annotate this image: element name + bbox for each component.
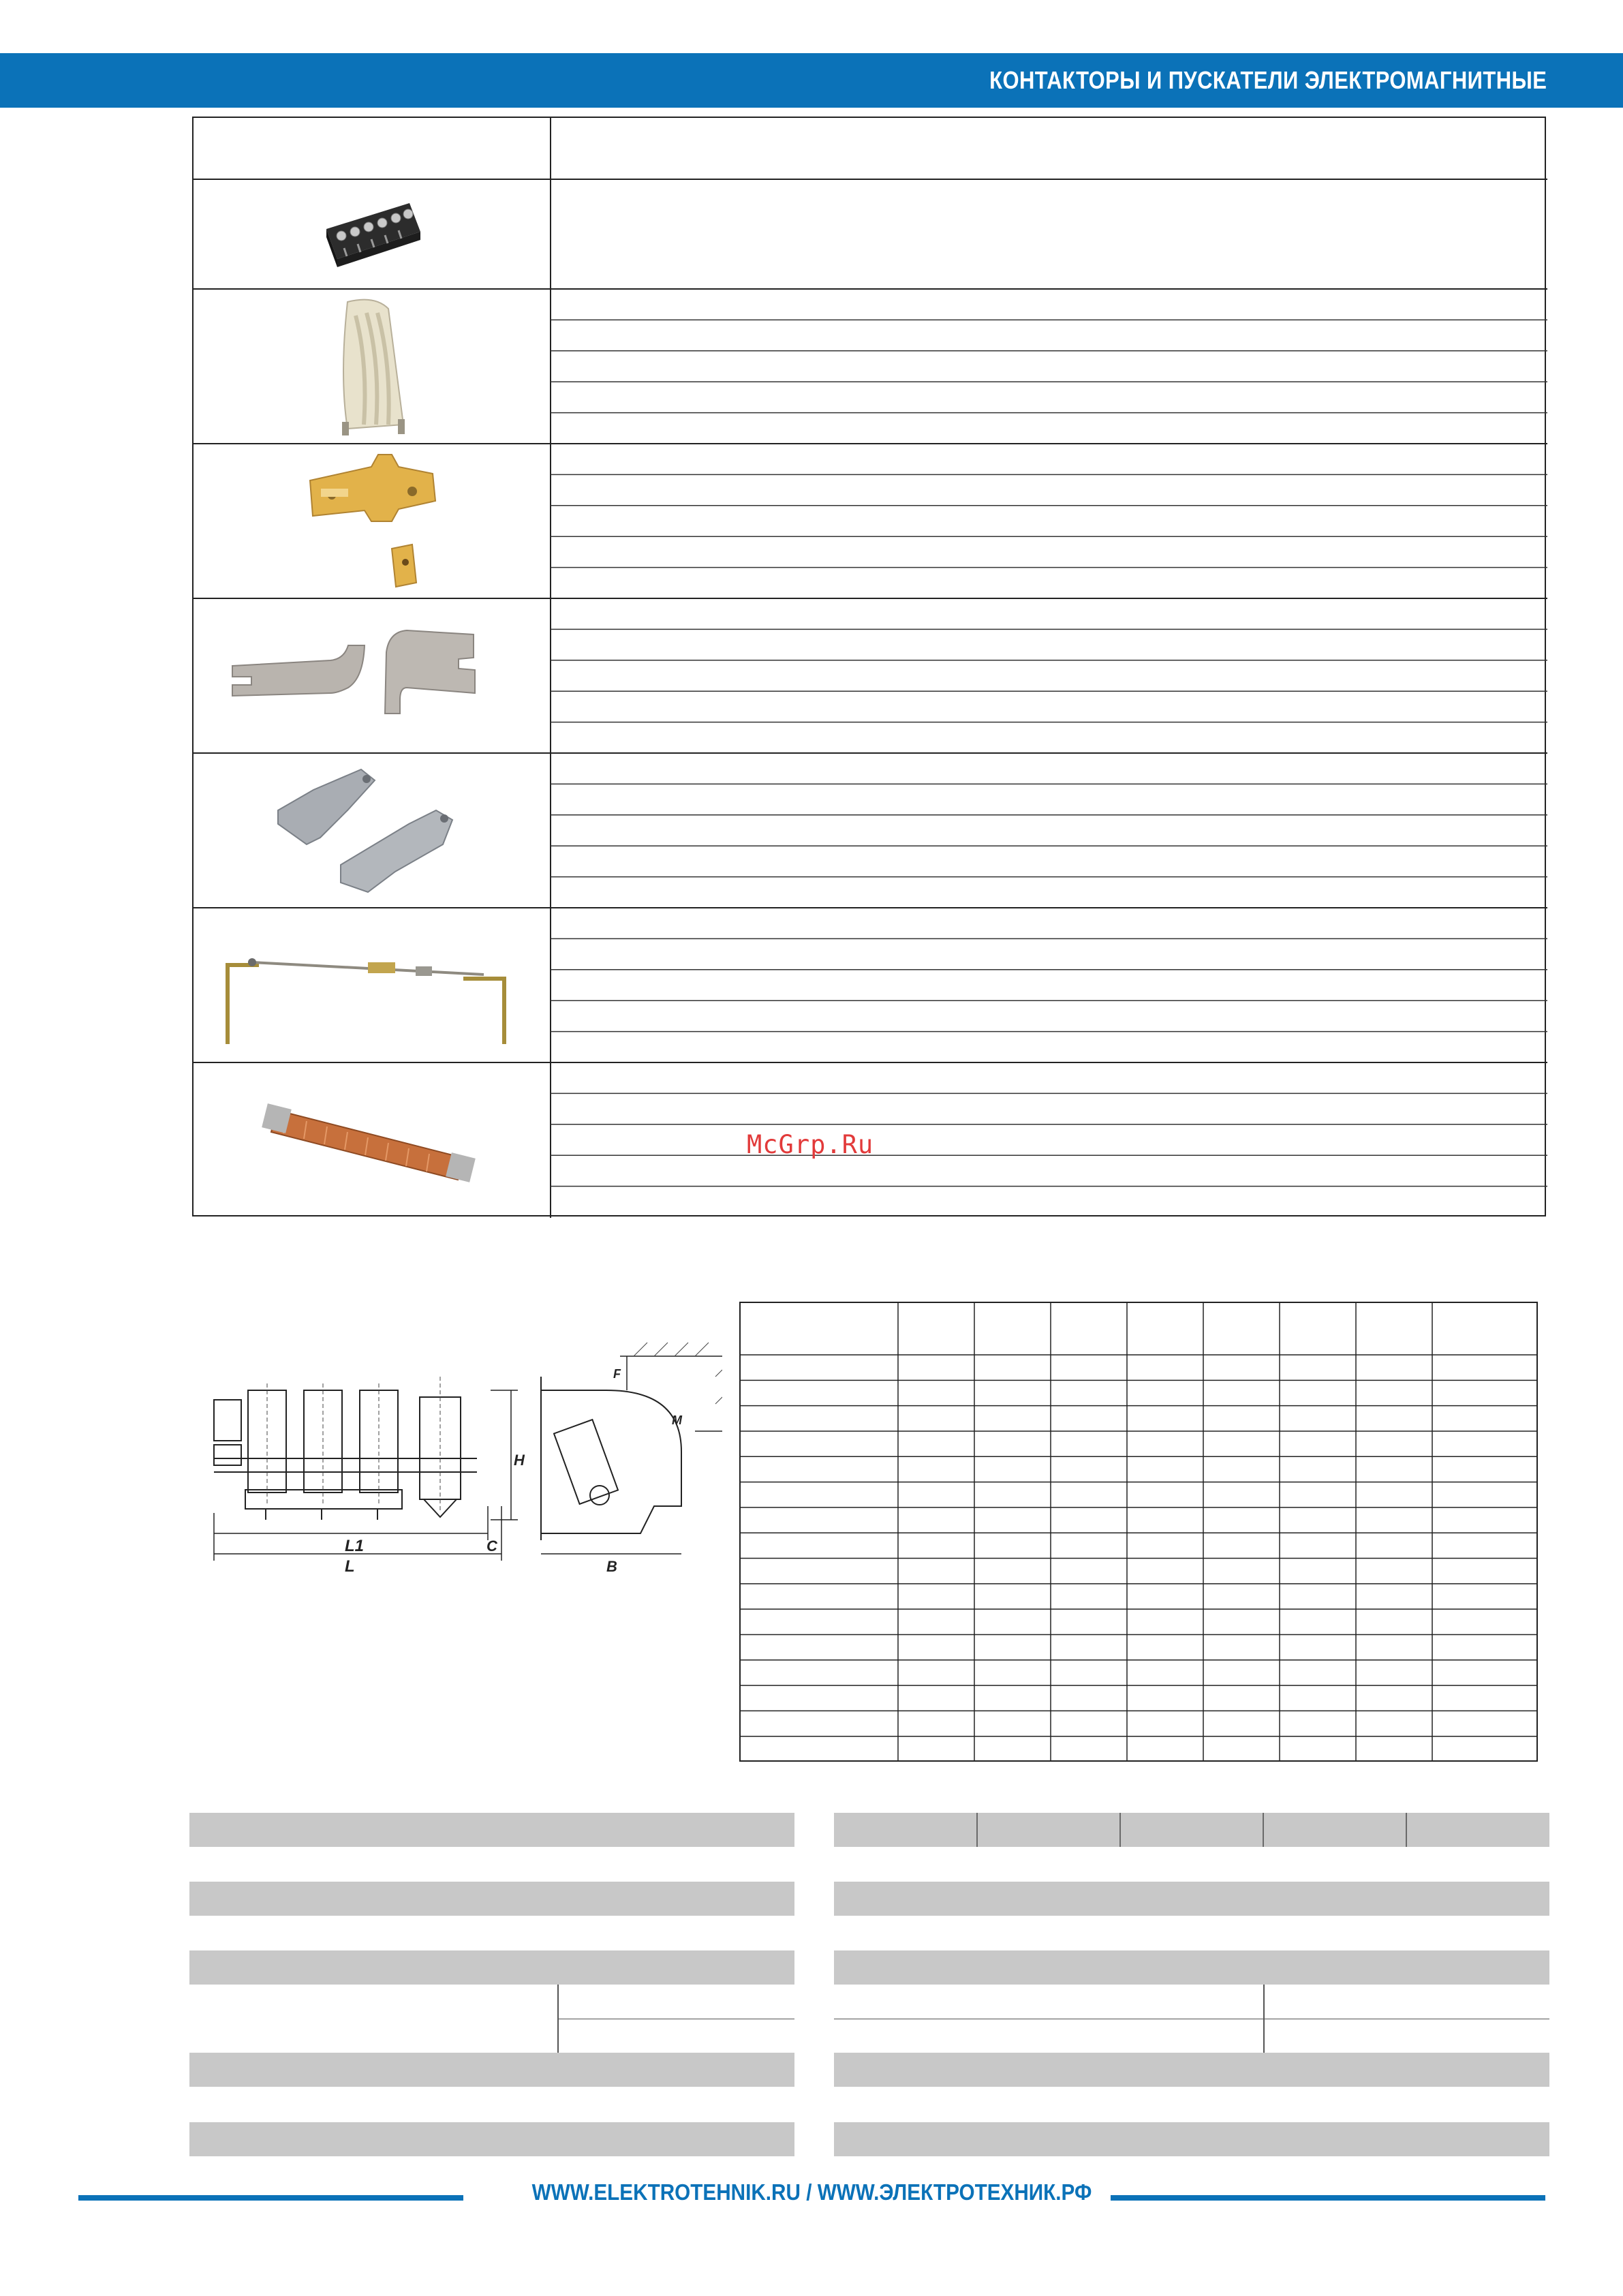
braided-copper-strap-icon [259,1092,484,1188]
watermark-text: McGrp.Ru [747,1130,874,1159]
footer-website-links[interactable] [0,2179,1623,2205]
parts-table [192,117,1546,1216]
dimension-label-h: H [514,1452,525,1469]
dimension-label-f: F [613,1367,621,1381]
footer-website-text[interactable]: WWW.ELEKTROTEHNIK.RU / WWW.ЭЛЕКТРОТЕХНИК.РФ [531,2179,1092,2205]
part-photo-terminal-block [194,181,549,288]
band-right-2 [834,1882,1549,1916]
mounting-brackets-icon [273,763,470,899]
dimension-label-b: B [606,1558,617,1575]
arc-chute-icon [327,295,416,438]
band-right-1-dividers [834,1813,1549,1847]
terminal-block-icon [317,194,426,275]
band-left-3 [189,1950,794,1985]
band-left-2 [189,1882,794,1916]
page-title: КОНТАКТОРЫ И ПУСКАТЕЛИ ЭЛЕКТРОМАГНИТНЫЕ [989,66,1547,94]
part-photo-contact-holder [194,445,549,598]
part-photo-mounting-brackets [194,754,549,907]
band-right-5 [834,2122,1549,2156]
header-bar [0,53,1623,108]
part-photo-braided-strap [194,1064,549,1216]
dimension-label-l: L [345,1557,355,1576]
part-photo-interlock-rod [194,909,549,1062]
interlock-rod-icon [218,924,525,1047]
band-right-split-divider [1263,1985,1265,2053]
part-photo-contact-plates [194,600,549,752]
dimension-label-l1: L1 [345,1537,365,1555]
contact-plates-icon [228,625,514,727]
part-photo-arc-chute [194,290,549,443]
contact-holder-icon [296,453,446,590]
band-left-4 [189,2053,794,2087]
band-right-4 [834,2053,1549,2087]
dimension-label-c: C [486,1537,497,1555]
dimension-label-m: M [672,1413,682,1427]
dimensions-table [739,1302,1538,1762]
band-left-5 [189,2122,794,2156]
band-left-1 [189,1813,794,1847]
band-right-3 [834,1950,1549,1985]
band-left-split-divider [557,1985,559,2053]
dimension-drawing [204,1336,722,1602]
